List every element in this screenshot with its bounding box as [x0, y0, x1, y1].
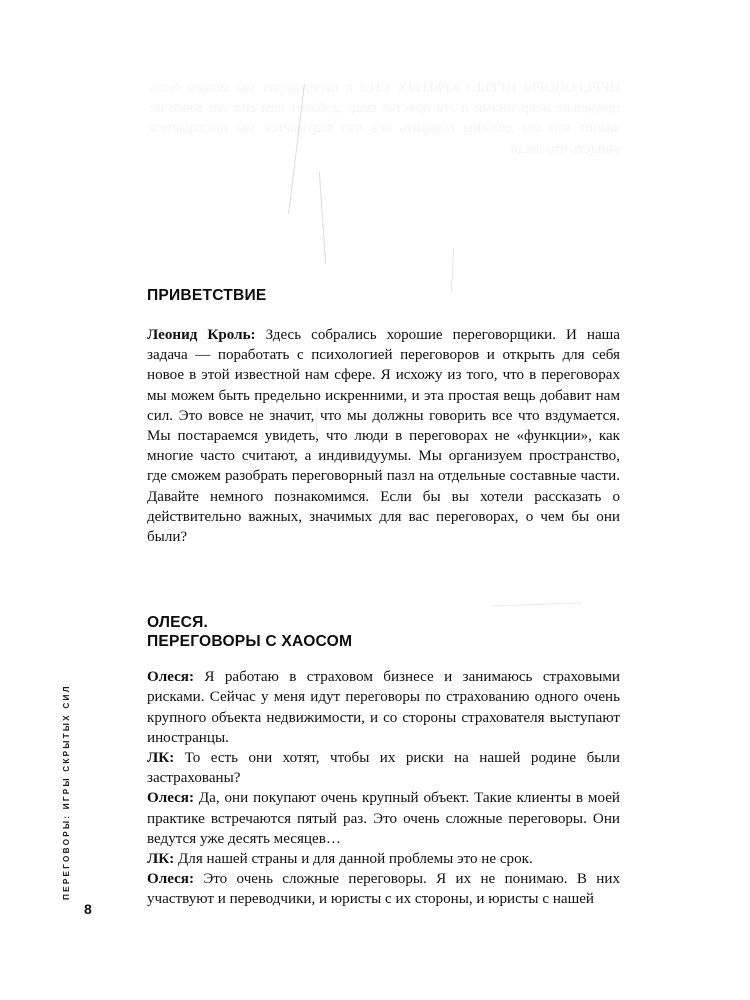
paragraph-text: То есть они хотят, чтобы их риски на нашей родине были застрахованы?: [147, 750, 620, 787]
paragraph-olesya-1: [147, 667, 620, 748]
paragraph-lk-2: [147, 849, 620, 869]
paragraph-text: Я работаю в страховом бизнесе и занимаюсь страховыми рисками. Сейчас у меня идут переговоры по страхованию одного очень крупного объекта недвижимости, и со стороны страхователя выступают иностранцы.: [147, 669, 620, 746]
speaker-label: Олеся:: [147, 669, 194, 686]
section-heading-olesya-group: [147, 613, 620, 651]
text-column: [147, 286, 620, 910]
spacer: [147, 305, 620, 325]
spacer: [147, 547, 620, 613]
bleed-through-ghost-text: ПЕРЕГОВОРЫ ИГРЫ СКРЫТЫХ СИЛ в переговорах мы можем быть предельно искренними и эта простая вещь добавит нам сил это вовсе не значит что мы должны говорить все что вздумается мы постараемся увидеть что люди: [150, 80, 620, 157]
page-number: 8: [84, 901, 92, 917]
paragraph-text: Это очень сложные переговоры. Я их не понимаю. В них участвуют и переводчики, и юристы с их стороны, и юристы с нашей: [147, 871, 620, 908]
paragraph-text: Для нашей страны и для данной проблемы это не срок.: [174, 851, 533, 868]
speaker-label: ЛК:: [147, 851, 175, 868]
scan-artifact-line: [288, 84, 305, 213]
speaker-label: Олеся:: [147, 871, 194, 888]
paragraph-olesya-2: [147, 788, 620, 849]
paragraph-olesya-3: [147, 869, 620, 909]
section-heading-olesya-line2: ПЕРЕГОВОРЫ С ХАОСОМ: [147, 633, 353, 651]
speaker-label: Леонид Кроль:: [147, 327, 256, 343]
paragraph-leonid-krol: [147, 325, 620, 547]
section-heading-olesya-line1: ОЛЕСЯ.: [147, 614, 209, 632]
paragraph-text: Здесь собрались хорошие переговорщики. И наша задача — поработать с психологией переговоров и открыть для себя новое в этой известной нам сфере. Я исхожу из того, что в переговорах мы можем быть предельно искренними, и эта простая вещь добавит нам сил. Это вовсе не значит, что мы должны говорить все что вздумается. Мы постараемся увидеть, что люди в переговорах не «функции», как многие часто считают, а индивидуумы. Мы организуем пространство, где сможем разобрать переговорный пазл на отдельные составные части. Давайте немного познакомимся. Если бы вы хотели рассказать о действительно важных, значимых для вас переговорах, о чем бы они были?: [147, 327, 621, 546]
paragraph-text: Да, они покупают очень крупный объект. Такие клиенты в моей практике встречаются пятый раз. Это очень сложные переговоры. Они ведутся уже десять месяцев…: [147, 790, 620, 847]
speaker-label: Олеся:: [147, 790, 194, 807]
speaker-label: ЛК:: [147, 750, 175, 767]
section-heading-greeting: ПРИВЕТСТВИЕ: [147, 287, 267, 304]
spacer: [147, 651, 620, 667]
paragraph-lk-1: [147, 748, 620, 788]
scan-artifact-line: [319, 172, 326, 264]
running-head: ПЕРЕГОВОРЫ: ИГРЫ СКРЫТЫХ СИЛ: [62, 684, 71, 900]
